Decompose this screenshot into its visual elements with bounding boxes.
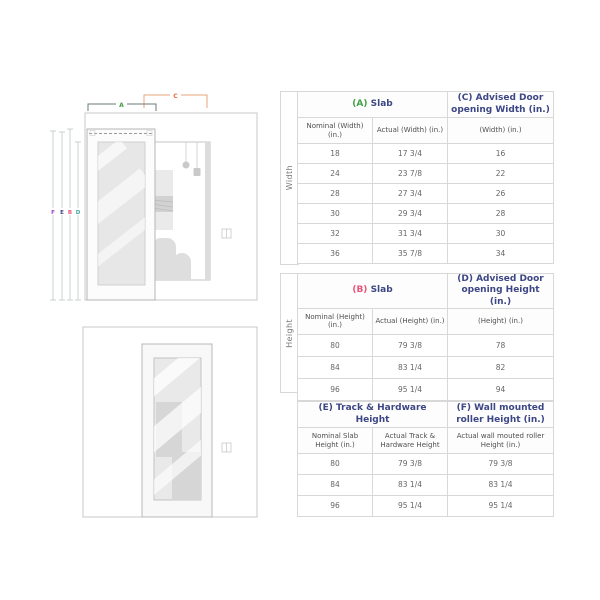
cell: 35 7/8 [373,244,448,264]
measure-line-e [59,132,65,300]
width-table [297,91,554,264]
advised-height-header: (D) Advised Door opening Height (in.) [448,274,554,309]
track-hardware-table [297,401,554,517]
table-row [298,334,554,356]
cell: 83 1/4 [448,475,554,496]
cell: 80 [298,454,373,475]
roller-header: (F) Wall mounted roller Height (in.) [448,402,554,428]
cell: 18 [298,144,373,164]
cell: 94 [448,378,554,400]
cell: 16 [448,144,554,164]
cell: 31 3/4 [373,224,448,244]
cell: 84 [298,475,373,496]
col-header-roller: Actual wall mouted roller Height (in.) [448,428,554,454]
col-header-nominal-width: Nominal (Width) (in.) [298,118,373,144]
table-row [298,144,554,164]
table-row [298,224,554,244]
label-b: B [67,210,73,216]
cell: 82 [448,356,554,378]
cell: 79 3/8 [448,454,554,475]
col-header-actual-track: Actual Track & Hardware Height [373,428,448,454]
cell: 83 1/4 [373,475,448,496]
table-row [298,454,554,475]
col-header-nominal-height: Nominal (Height) (in.) [298,308,373,334]
label-e: E [60,210,64,216]
cell: 83 1/4 [373,356,448,378]
cell: 23 7/8 [373,164,448,184]
label-a: A [119,102,124,109]
cell: 95 1/4 [373,378,448,400]
cell: 80 [298,334,373,356]
cell: 84 [298,356,373,378]
label-c: C [173,93,178,100]
table-row [298,496,554,517]
cell: 28 [448,204,554,224]
cell: 30 [298,204,373,224]
cell: 29 3/4 [373,204,448,224]
table-row [298,184,554,204]
width-table-side-label: Width [280,91,299,265]
cell: 30 [448,224,554,244]
label-d: D [75,210,81,216]
table-row [298,164,554,184]
height-table-side-label: Height [280,273,299,393]
table-row [298,204,554,224]
cell: 95 1/4 [448,496,554,517]
cell: 22 [448,164,554,184]
cell: 26 [448,184,554,204]
table-row [298,356,554,378]
height-slab-header: (B) Slab [298,274,448,309]
cell: 79 3/8 [373,334,448,356]
table-row [298,475,554,496]
cell: 96 [298,378,373,400]
cell: 79 3/8 [373,454,448,475]
door-installation-diagram [40,86,280,316]
col-header-actual-height: Actual (Height) (in.) [373,308,448,334]
table-row [298,244,554,264]
advised-width-header: (C) Advised Door opening Width (in.) [448,92,554,118]
measure-line-d [75,142,81,300]
col-header-actual-width: Actual (Width) (in.) [373,118,448,144]
track-header: (E) Track & Hardware Height [298,402,448,428]
col-header-advised-width: (Width) (in.) [448,118,554,144]
cell: 34 [448,244,554,264]
col-header-nominal-slab: Nominal Slab Height (in.) [298,428,373,454]
cell: 28 [298,184,373,204]
bracket-a [88,100,156,111]
cell: 78 [448,334,554,356]
bracket-c [144,91,207,108]
cell: 27 3/4 [373,184,448,204]
door-elevation-diagram [60,322,260,522]
cell: 32 [298,224,373,244]
table-row [298,378,554,400]
cell: 36 [298,244,373,264]
cell: 24 [298,164,373,184]
col-header-advised-height: (Height) (in.) [448,308,554,334]
cell: 95 1/4 [373,496,448,517]
door-jamb [205,142,210,280]
label-f: F [51,210,55,216]
cell: 96 [298,496,373,517]
cell: 17 3/4 [373,144,448,164]
height-table [297,273,554,401]
width-slab-header: (A) Slab [298,92,448,118]
